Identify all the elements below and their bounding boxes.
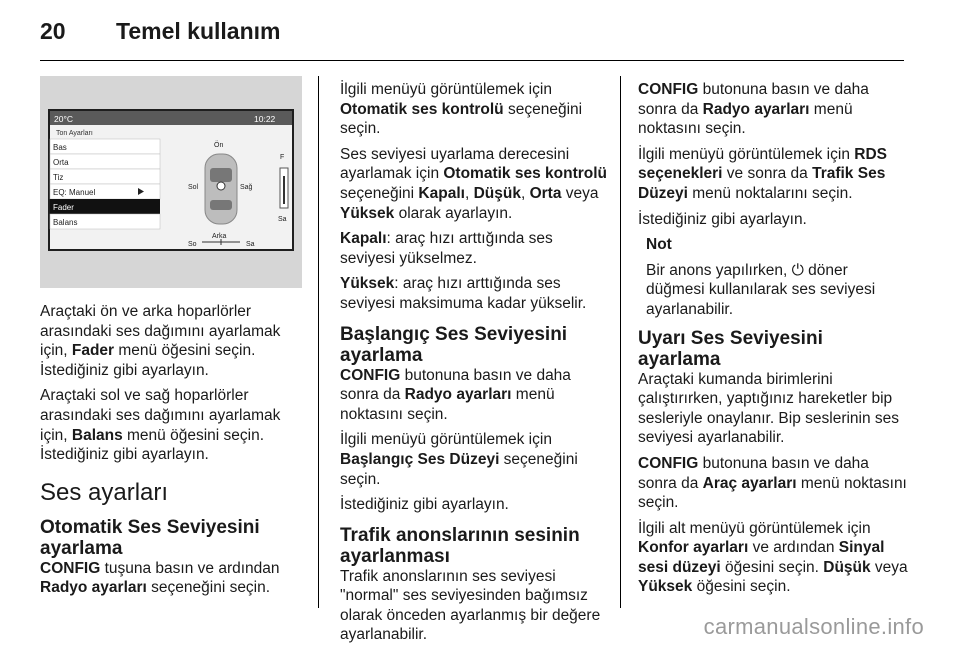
column-2 <box>340 80 608 651</box>
col1-paragraph-1: Araçtaki ön ve arka hoparlörler arasındaki ses dağımını ayarlamak için, Fader menü öğesini seçin. İstediğiniz gibi ayarlayın. <box>40 303 281 379</box>
page-number: 20 <box>40 18 66 44</box>
label-f: F <box>280 154 285 161</box>
header-divider <box>40 60 904 61</box>
col3-paragraph-1: CONFIG butonuna basın ve daha sonra da Radyo ayarları menü noktasını seçin. <box>638 81 869 138</box>
label-left: Sol <box>188 184 199 191</box>
watermark: carmanualsonline.info <box>703 614 924 639</box>
column-divider-2 <box>620 76 621 608</box>
col3-paragraph-2: İlgili menüyü görüntülemek için RDS seçenekleri ve sonra da Trafik Ses Düzeyi menü noktalarını seçin. <box>638 145 887 202</box>
heading-ses-ayarlari: Ses ayarları <box>40 478 169 506</box>
col2-paragraph-8: Trafik anonslarının ses seviyesi "normal" ses seviyesinden bağımsız olarak önceden ayarlanmış bir değere ayarlanabilir. <box>340 567 601 644</box>
col3-paragraph-5: CONFIG butonuna basın ve daha sonra da Araç ayarları menü noktasını seçin. <box>638 454 907 512</box>
col2-paragraph-3: Kapalı: araç hızı arttığında ses seviyesi yükselmez. <box>340 230 553 267</box>
col2-paragraph-6: İlgili menüyü görüntülemek için Başlangıç Ses Düzeyi seçeneğini seçin. <box>340 431 578 488</box>
col2-paragraph-2: Ses seviyesi uyarlama derecesini ayarlamak için Otomatik ses kontrolü seçeneğini Kapalı, Düşük, Orta veya Yüksek olarak ayarlayın. <box>340 145 608 222</box>
screen-item-orta: Orta <box>53 158 69 167</box>
col2-paragraph-5: CONFIG butonuna basın ve daha sonra da Radyo ayarları menü noktasını seçin. <box>340 366 571 423</box>
col3-paragraph-3: İstediğiniz gibi ayarlayın. <box>638 210 807 228</box>
col2-paragraph-1: İlgili menüyü görüntülemek için Otomatik ses kontrolü seçeneğini seçin. <box>340 81 583 138</box>
fader-screen-illustration <box>40 76 302 288</box>
label-rear: Arka <box>212 233 227 240</box>
screen-item-bas: Bas <box>53 143 67 152</box>
screen-temp: 20°C <box>54 114 73 124</box>
screen-item-eq: EQ: Manuel <box>53 188 96 197</box>
label-so: So <box>188 241 197 248</box>
car-icon <box>205 154 237 224</box>
heading-otomatik-ses: Otomatik Ses Seviyesini ayarlama <box>40 516 260 559</box>
heading-uyari-ses: Uyarı Ses Seviyesini ayarlama <box>638 327 823 370</box>
col3-paragraph-4: Araçtaki kumanda birimlerini çalıştırırken, yaptığınız hareketler bip sesleriyle onaylanır. Bip seslerinin ses seviyesi ayarlanabilir. <box>638 370 900 447</box>
screen-item-fader: Fader <box>53 203 74 212</box>
col2-paragraph-7: İstediğiniz gibi ayarlayın. <box>340 496 509 514</box>
label-front: Ön <box>214 142 224 149</box>
note-box <box>646 235 908 319</box>
power-knob-icon: ⏻ <box>791 261 804 279</box>
screen-item-balans: Balans <box>53 218 78 227</box>
label-sa: Sa <box>278 216 287 223</box>
col1-paragraph-2: Araçtaki sol ve sağ hoparlörler arasındaki ses dağımını ayarlamak için, Balans menü öğesini seçin. İstediğiniz gibi ayarlayın. <box>40 387 281 464</box>
page-header <box>40 16 920 60</box>
screen-item-tiz: Tiz <box>53 173 64 182</box>
column-1 <box>40 302 302 604</box>
label-right: Sağ <box>240 184 253 191</box>
col2-paragraph-4: Yüksek: araç hızı arttığında ses seviyesi maksimuma kadar yükselir. <box>340 275 587 312</box>
label-sa2: Sa <box>246 241 255 248</box>
screen-time: 10:22 <box>254 114 276 124</box>
column-divider-1 <box>318 76 319 608</box>
heading-baslangic-ses: Başlangıç Ses Seviyesini ayarlama <box>340 323 568 366</box>
page-section-title: Temel kullanım <box>116 18 281 44</box>
screen-menu-title: Ton Ayarları <box>56 130 93 137</box>
col1-paragraph-3: CONFIG tuşuna basın ve ardından Radyo ayarları seçeneğini seçin. <box>40 559 280 597</box>
column-3 <box>638 80 908 603</box>
heading-trafik-anons: Trafik anonslarının sesinin ayarlanması <box>340 524 580 567</box>
note-text: Bir anons yapılırken, ⏻ döner düğmesi kullanılarak ses seviyesi ayarlanabilir. <box>646 261 876 318</box>
col3-paragraph-6: İlgili alt menüyü görüntülemek için Konfor ayarları ve ardından Sinyal sesi düzeyi öğesini seçin. Düşük veya Yüksek öğesini seçin. <box>638 519 908 596</box>
infotainment-display <box>40 76 302 288</box>
note-title: Not <box>646 236 672 254</box>
